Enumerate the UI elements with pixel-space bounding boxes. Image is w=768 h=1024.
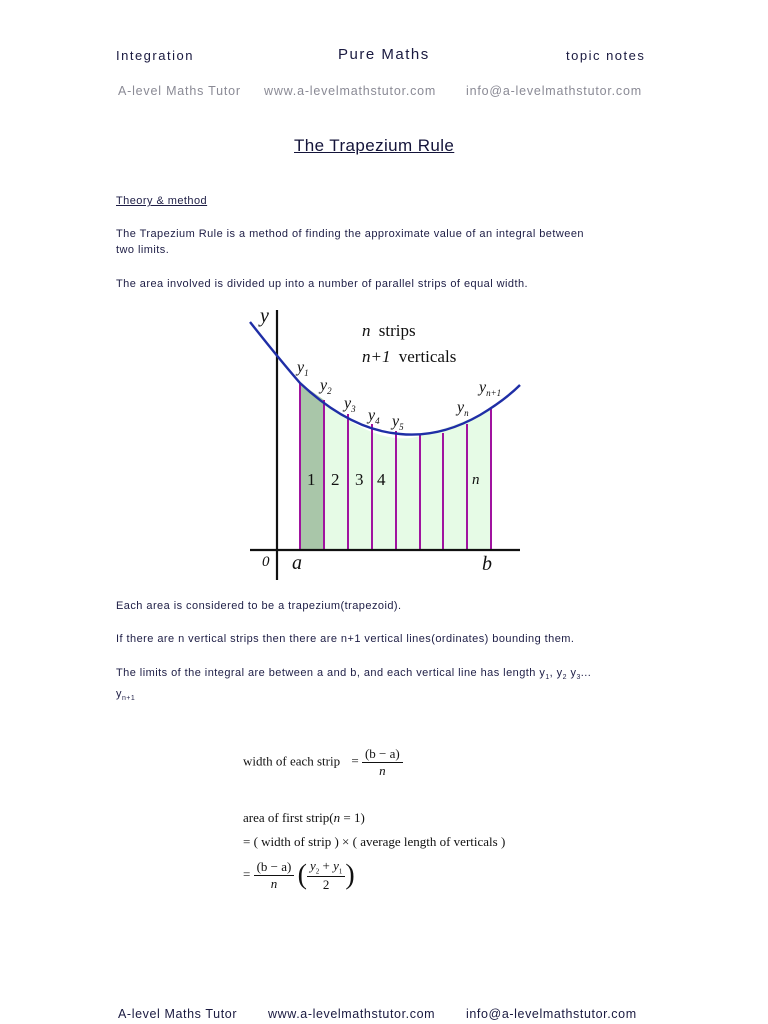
header-topic: Integration bbox=[116, 48, 194, 63]
strip-number: 1 bbox=[307, 470, 316, 489]
b-label: b bbox=[482, 553, 492, 575]
fraction-average: $\frac{y_2 + y_1}{2}$ bbox=[307, 858, 345, 893]
ordinate-label: $y_{n+1}$ bbox=[479, 379, 502, 398]
footer-site-name: A-level Maths Tutor bbox=[118, 1007, 238, 1021]
footer-site-url: www.a-levelmathstutor.com bbox=[268, 1007, 436, 1021]
formula-area-result: = $\frac{(b - a)}{n}$ ( $\frac{y_2 + y_1}{2}$ ) bbox=[243, 858, 355, 892]
strip-number: 3 bbox=[355, 470, 364, 489]
legend-verticals: n+1 verticals bbox=[362, 347, 457, 366]
trapezium-diagram bbox=[240, 300, 540, 585]
origin-label: 0 bbox=[262, 554, 270, 570]
paragraph-strips: The area involved is divided up into a number of parallel strips of equal width. bbox=[116, 278, 529, 290]
fraction-width: $\frac{(b - a)}{n}$ bbox=[362, 746, 403, 779]
paragraph-limits: The limits of the integral are between a and b, and each vertical line has length $y_1$, $y_2$ $y_3$... $y_{n+1}$ bbox=[116, 667, 592, 703]
ordinate-label: $y_n$ bbox=[457, 399, 469, 418]
strip-number: 2 bbox=[331, 470, 340, 489]
ordinate-label: $y_2$ bbox=[320, 377, 332, 396]
paragraph-intro bbox=[116, 226, 584, 258]
formula-area-label: area of first strip(n = 1) bbox=[243, 810, 365, 825]
header-subject: Pure Maths bbox=[338, 46, 430, 63]
footer-email: info@a-levelmathstutor.com bbox=[466, 1007, 637, 1021]
a-label: a bbox=[292, 552, 302, 574]
strip-number: n bbox=[472, 472, 480, 488]
paragraph-trapezium: Each area is considered to be a trapezium(trapezoid). bbox=[116, 600, 402, 612]
page-title: The Trapezium Rule bbox=[294, 136, 455, 155]
header-doc-type: topic notes bbox=[566, 48, 646, 63]
header-site-url: www.a-levelmathstutor.com bbox=[264, 84, 437, 98]
formula-area-product: = ( width of strip ) × ( average length of verticals ) bbox=[243, 834, 506, 849]
paragraph-ordinates: If there are n vertical strips then there are n+1 vertical lines(ordinates) bounding them. bbox=[116, 633, 575, 645]
ordinate-label: $y_1$ bbox=[297, 359, 309, 378]
strip-number: 4 bbox=[377, 470, 386, 489]
paragraph-intro-line2: two limits. bbox=[116, 244, 170, 256]
paragraph-intro-line1: The Trapezium Rule is a method of finding the approximate value of an integral between bbox=[116, 228, 584, 240]
header-site-name: A-level Maths Tutor bbox=[118, 84, 241, 98]
legend-strips: n strips bbox=[362, 321, 416, 340]
formula-width: width of each strip = $\frac{(b - a)}{n}$ bbox=[243, 746, 403, 779]
ordinate-label: $y_3$ bbox=[344, 395, 356, 414]
ordinate-label: $y_4$ bbox=[368, 407, 380, 426]
first-strip-fill bbox=[300, 383, 324, 550]
fraction-strip-width: $\frac{(b - a)}{n}$ bbox=[254, 859, 295, 892]
ordinate-label: $y_5$ bbox=[392, 413, 404, 432]
y-axis-label: y bbox=[260, 305, 269, 327]
header-email: info@a-levelmathstutor.com bbox=[466, 84, 642, 98]
section-heading: Theory & method bbox=[116, 195, 208, 207]
